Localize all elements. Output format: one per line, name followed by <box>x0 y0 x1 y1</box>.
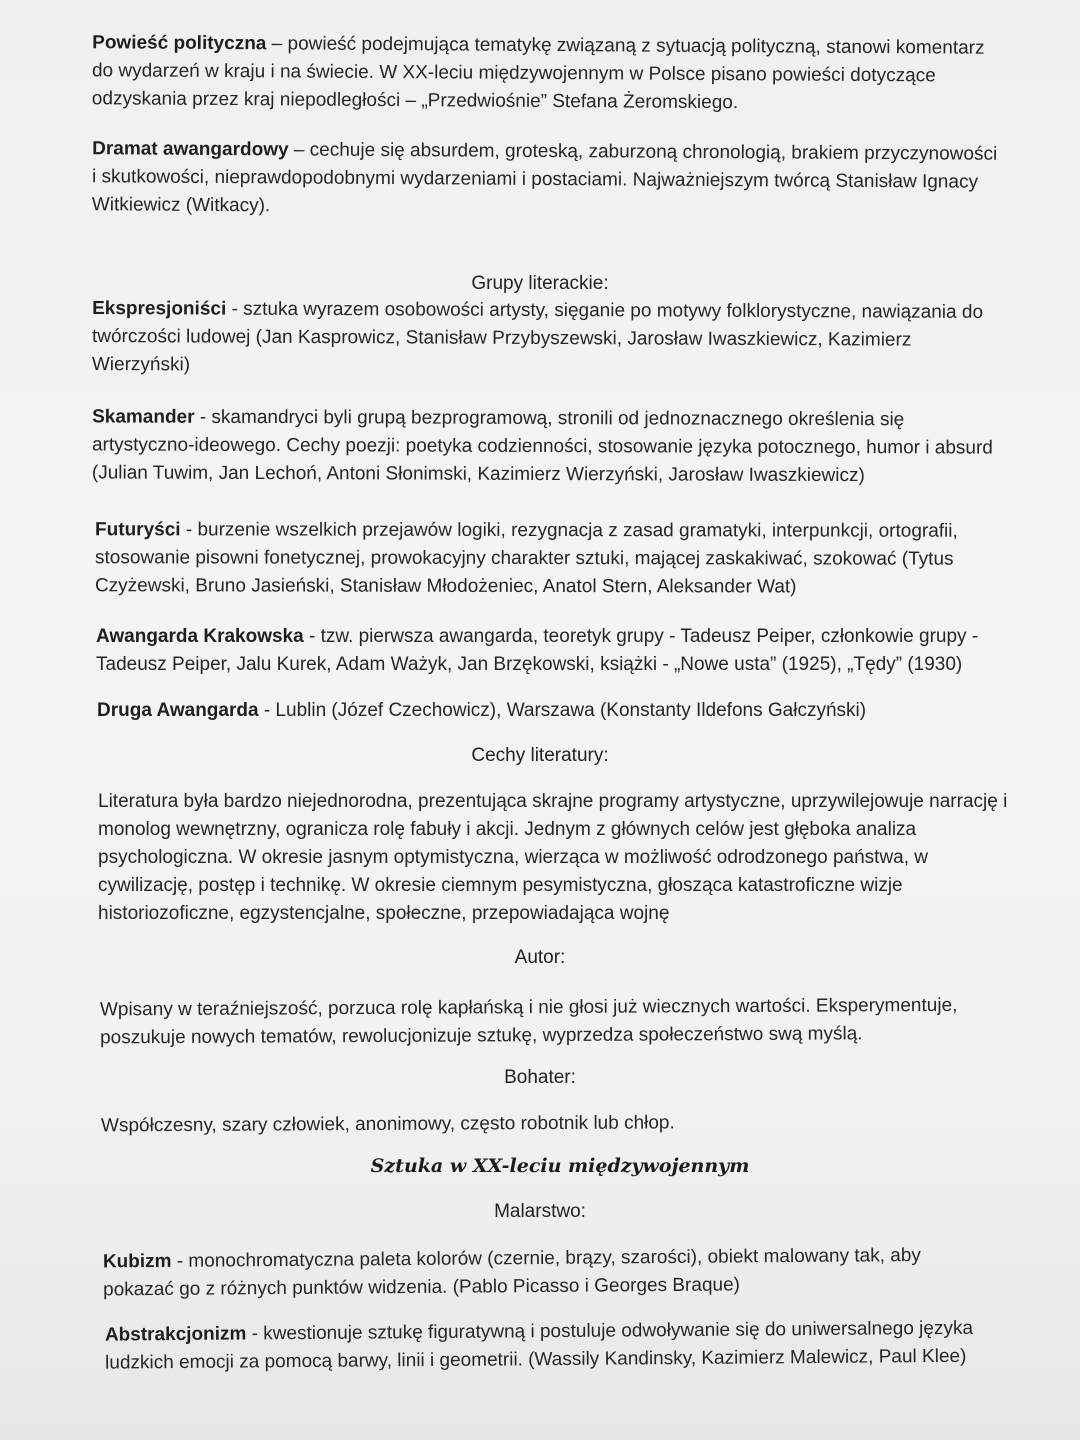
section-heading-literary-groups: Grupy literackie: <box>471 273 609 294</box>
term: Powieść polityczna <box>92 32 267 55</box>
term: Kubizm <box>102 1250 172 1273</box>
section-heading-literature-features: Cechy literatury: <box>471 745 609 766</box>
author-text: Wpisany w teraźniejszość, porzuca rolę kapłańską i nie głosi już wiecznych wartości. Eksperymentuje, poszukuje nowych tematów, rewolucjonizuje sztukę, wyprzedza społeczeństwo swą myślą. <box>99 994 958 1049</box>
definition-text: - Lublin (Józef Czechowicz), Warszawa (Konstanty Ildefons Gałczyński) <box>258 700 867 721</box>
definition-text: - monochromatyczna paleta kolorów (czernie, brązy, szarości), obiekt malowany tak, aby pokazać go z różnych punktów widzenia. (Pablo Picasso i Georges Braque) <box>103 1244 921 1301</box>
group-second-avant-garde <box>97 697 1009 725</box>
term: Abstrakcjonizm <box>104 1323 247 1346</box>
section-heading-hero: Bohater: <box>504 1067 576 1088</box>
definition-text: - kwestionuje sztukę figuratywną i postuluje odwoływanie się do uniwersalnego języka ludzkich emocji za pomocą barwy, linii i geometrii. (Wassily Kandinsky, Kazimierz Malewicz, Paul Klee) <box>105 1317 974 1374</box>
painting-cubism <box>103 1242 973 1305</box>
definition-text: – cechuje się absurdem, groteską, zaburzoną chronologią, brakiem przyczynowości i skutkowości, nieprawdopodobnymi wydarzeniami i postaciami. Najważniejszym twórcą Stanisław Ignacy Witkiewicz (Witkacy). <box>91 139 998 217</box>
definition-avant-garde-drama <box>92 135 1004 225</box>
art-section-title: Sztuka w XX-leciu międzywojennym <box>370 1155 750 1177</box>
hero-text: Współczesny, szary człowiek, anonimowy, często robotnik lub chłop. <box>100 1112 675 1137</box>
term: Druga Awangarda <box>97 700 259 721</box>
painting-abstractionism <box>105 1314 1017 1377</box>
section-heading-author: Autor: <box>514 947 566 968</box>
group-futurists <box>95 516 1007 602</box>
section-heading-painting: Malarstwo: <box>494 1201 586 1222</box>
definition-political-novel <box>92 29 1004 119</box>
definition-text: - sztuka wyrazem osobowości artysty, sięganie po motywy folklorystyczne, nawiązania do twórczości ludowej (Jan Kasprowicz, Stanisław Przybyszewski, Jarosław Iwaszkiewicz, Kazimierz Wierzyński) <box>91 298 984 376</box>
literature-features-text: Literatura była bardzo niejednorodna, prezentująca skrajne programy artystyczne, uprzywilejowuje narrację i monolog wewnętrzny, ogranicza rolę fabuły i akcji. Jednym z głównych celów jest głęboka analiza psychologiczna. W okresie jasnym optymistyczna, wierząca w możliwość odrodzonego państwa, w cywilizację, postęp i technikę. W okresie ciemnym pesymistyczna, głosząca katastroficzne wizje historiozoficzne, egzystencjalne, społeczne, przepowiadająca wojnę <box>98 791 1008 924</box>
group-krakow-avant-garde <box>96 623 1008 679</box>
definition-text: – powieść podejmująca tematykę związaną z sytuacją polityczną, stanowi komentarz do wydarzeń w kraju i na świecie. W XX-leciu międzywojennym w Polsce pisano powieści dotyczące odzyskania przez kraj niepodległości – „Przedwiośnie” Stefana Żeromskiego. <box>91 33 985 114</box>
definition-text: - tzw. pierwsza awangarda, teoretyk grupy - Tadeusz Peiper, członkowie grupy - Tadeusz Peiper, Jalu Kurek, Adam Ważyk, Jan Brzękowski, książki - „Nowe usta” (1925), „Tędy” (1930) <box>96 626 979 675</box>
term: Ekspresjoniści <box>92 298 227 320</box>
term: Futuryści <box>95 519 181 541</box>
definition-text: - skamandryci byli grupą bezprogramową, stronili od jednoznacznego określenia się artystyczno-ideowego. Cechy poezji: poetyka codzienności, stosowanie języka potocznego, humor i absurd (Julian Tuwim, Jan Lechoń, Antoni Słonimski, Kazimierz Wierzyński, Jarosław Iwaszkiewicz) <box>91 406 993 487</box>
term: Awangarda Krakowska <box>96 626 304 647</box>
term: Skamander <box>92 406 195 428</box>
definition-text: - burzenie wszelkich przejawów logiki, rezygnacja z zasad gramatyki, interpunkcji, ortografii, stosowanie pisowni fonetycznej, prowokacyjny charakter sztuki, mającej zaskakiwać, szokować (Tytus Czyżewski, Bruno Jasieński, Stanisław Młodożeniec, Anatol Stern, Aleksander Wat) <box>94 519 958 598</box>
group-skamander <box>92 403 1004 490</box>
term: Dramat awangardowy <box>92 138 289 161</box>
group-expressionists <box>92 295 1004 383</box>
